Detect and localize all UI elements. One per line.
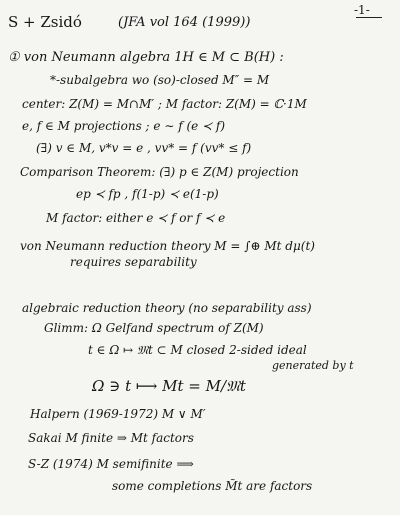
line-some-completions: some completions M̃t are factors xyxy=(112,479,313,493)
line-requires-separability: requires separability xyxy=(70,255,197,269)
line-sakai: Sakai M finite ⇒ Mt factors xyxy=(28,431,194,445)
line-projections: e, f ∈ M projections ; e ∼ f (e ≺ f) xyxy=(22,119,226,133)
line-quotient-map: Ω ∋ t ⟼ Mt = M/𝔐t xyxy=(92,377,246,395)
line-center: center: Z(M) = M∩M′ ; M factor: Z(M) = ℂ·1M xyxy=(22,97,307,111)
line-sz: S-Z (1974) M semifinite ⟹ xyxy=(28,457,194,471)
line-glimm: Glimm: Ω Gelfand spectrum of Z(M) xyxy=(44,321,264,335)
header-authors: S + Zsidó xyxy=(8,13,82,31)
line-comparison-inequalities: ep ≺ fp , f(1-p) ≺ e(1-p) xyxy=(76,187,219,201)
line-factor-either: M factor: either e ≺ f or f ≺ e xyxy=(46,211,226,225)
line-algebraic-reduction: algebraic reduction theory (no separability ass) xyxy=(22,301,312,315)
page-number-underline xyxy=(356,17,382,18)
line-partial-isometry: (∃) v ∈ M, v*v = e , vv* = f (vv* ≤ f) xyxy=(36,141,252,155)
line-subalgebra: *-subalgebra wo (so)-closed M″ = M xyxy=(50,73,270,87)
line-reduction-theory: von Neumann reduction theory M = ∫⊕ Mt dμ(t) xyxy=(20,239,315,253)
line-generated-by: generated by t xyxy=(272,359,354,372)
page-number: -1- xyxy=(354,3,370,17)
line-ideal: t ∈ Ω ↦ 𝔐t ⊂ M closed 2-sided ideal xyxy=(88,343,307,357)
line-von-neumann-algebra: ① von Neumann algebra 1H ∈ M ⊂ B(H) : xyxy=(8,50,284,65)
header-citation: (JFA vol 164 (1999)) xyxy=(118,15,251,30)
line-halpern: Halpern (1969-1972) M ∨ M′ xyxy=(30,407,206,421)
line-comparison-theorem: Comparison Theorem: (∃) p ∈ Z(M) projection xyxy=(20,165,299,179)
